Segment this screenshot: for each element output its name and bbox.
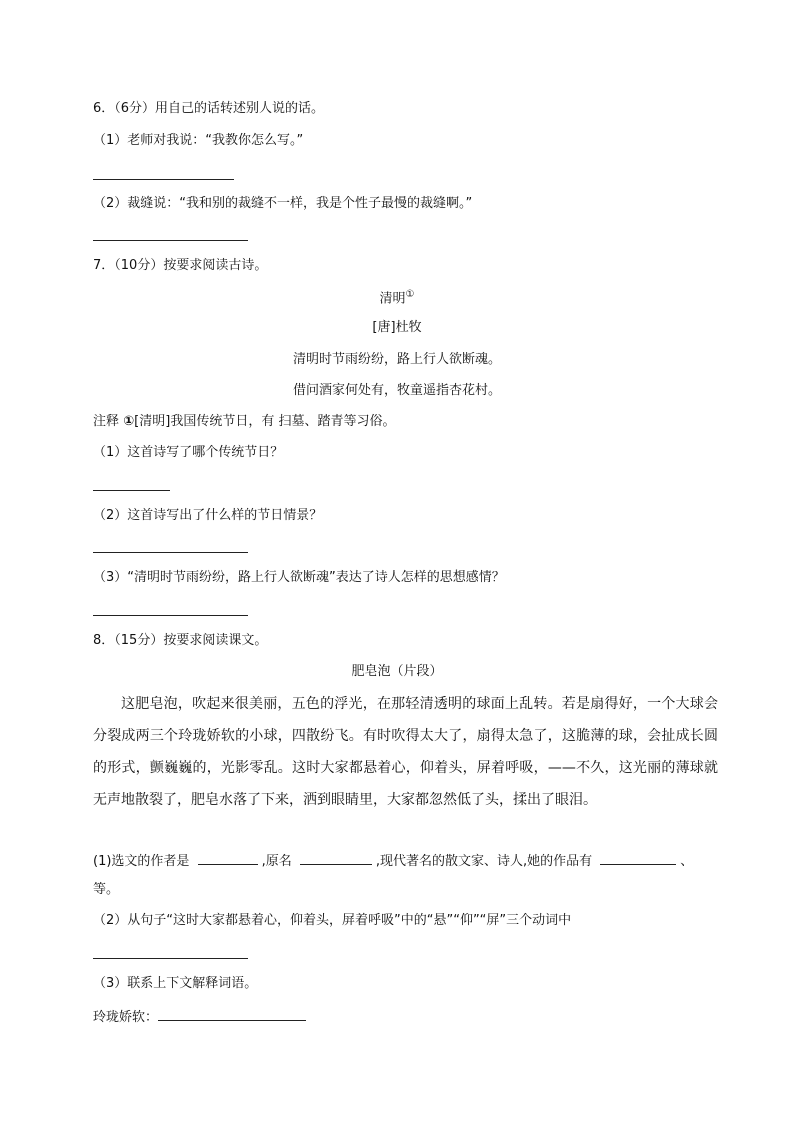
q8-sub3: （3）联系上下文解释词语。 [93, 976, 258, 991]
q6-header: 6．（6分）用自己的话转述别人说的话。 [93, 101, 325, 116]
works-blank[interactable] [600, 852, 676, 865]
poem-title-footnote-mark: ① [405, 289, 415, 300]
passage-title: 肥皂泡（片段） [351, 664, 443, 679]
note-label: 注释 [93, 414, 120, 429]
note-mark: ① [123, 414, 135, 429]
q6-sub2-answer-blank[interactable] [93, 240, 248, 241]
q8-sub1-separator: 、 [680, 854, 694, 869]
q8-sub1-prefix: (1)选文的作者是 [93, 854, 190, 869]
q6-sub1-answer-blank[interactable] [93, 179, 234, 180]
note-text: [清明]我国传统节日，有 扫墓、踏青等习俗。 [134, 414, 396, 429]
q8-sub1-original-name-label: ,原名 [261, 854, 292, 869]
q7-sub1: （1）这首诗写了哪个传统节日？ [93, 445, 284, 460]
q6-sub1: （1）老师对我说：“我教你怎么写。” [93, 133, 304, 148]
term-line [93, 1008, 306, 1024]
q8-sub2: （2）从句子“这时大家都悬着心，仰着头，屏着呼吸”中的“悬”“仰”“屏”三个动词中 [93, 913, 572, 928]
poem-title-text: 清明 [379, 291, 406, 307]
q6-sub2: （2）裁缝说：“我和别的裁缝不一样，我是个性子最慢的裁缝啊。” [93, 196, 473, 211]
q7-header: 7．（10分）按要求阅读古诗。 [93, 258, 268, 273]
q8-sub2-answer-blank[interactable] [93, 958, 248, 959]
q7-sub2-answer-blank[interactable] [93, 552, 248, 553]
original-name-blank[interactable] [300, 852, 372, 865]
q8-sub1-works-label: ,现代著名的散文家、诗人,她的作品有 [375, 854, 593, 869]
poem-note [93, 415, 395, 428]
poem-author: [唐]杜牧 [372, 320, 422, 335]
passage-text: 这肥皂泡，吹起来很美丽，五色的浮光，在那轻清透明的球面上乱转。若是扇得好，一个大球会分裂成两三个玲珑娇软的小球，四散纷飞。有时吹得太大了，扇得太急了，这脆薄的球，会扯成长圆的形式，颤巍巍的，光影零乱。这时大家都悬着心，仰着头，屏着呼吸，——不久，这光丽的薄球就无声地散裂了，肥皂水落了下来，洒到眼睛里，大家都忽然低了头，揉出了眼泪。 [93, 696, 718, 808]
term-answer-blank[interactable] [158, 1008, 306, 1021]
q7-sub2: （2）这首诗写出了什么样的节日情景？ [93, 508, 323, 523]
poem-title [0, 290, 794, 305]
poem-line-2: 借问酒家何处有，牧童遥指杏花村。 [292, 383, 501, 398]
q8-header: 8．（15分）按要求阅读课文。 [93, 633, 268, 648]
poem-line-1: 清明时节雨纷纷，路上行人欲断魂。 [292, 352, 501, 367]
q7-sub3: （3）“清明时节雨纷纷，路上行人欲断魂”表达了诗人怎样的思想感情？ [93, 570, 505, 585]
term-label: 玲珑娇软： [93, 1010, 159, 1025]
author-blank[interactable] [198, 852, 258, 865]
q8-sub1 [93, 852, 693, 868]
q8-sub1-end: 等。 [93, 882, 120, 897]
q7-sub1-answer-blank[interactable] [93, 490, 170, 491]
q7-sub3-answer-blank[interactable] [93, 615, 248, 616]
